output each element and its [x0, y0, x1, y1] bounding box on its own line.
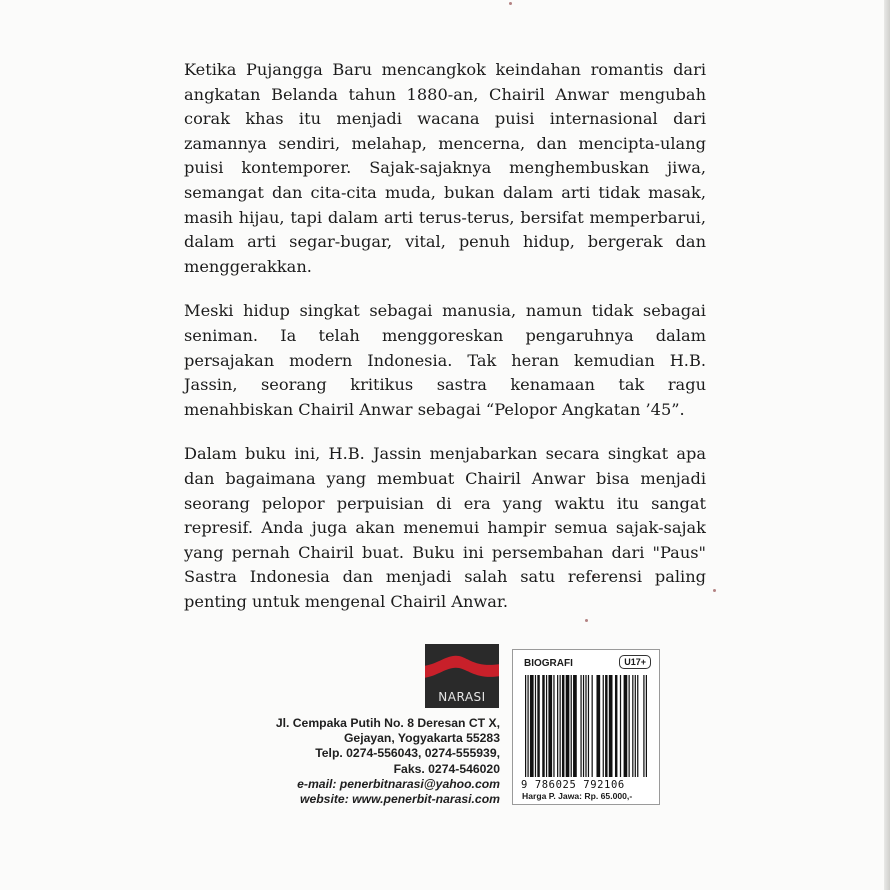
- barcode-bar: [527, 675, 528, 777]
- barcode-bar: [548, 675, 552, 777]
- publisher-logo: [425, 644, 499, 708]
- age-rating-badge: U17+: [619, 655, 651, 669]
- barcode-bar: [624, 675, 628, 777]
- barcode-label: [512, 649, 660, 805]
- barcode-bar: [537, 675, 539, 777]
- barcode-bar: [546, 675, 547, 777]
- barcode-bar: [605, 675, 607, 777]
- barcode-bar: [557, 675, 558, 777]
- barcode-bar: [609, 675, 613, 777]
- genre-label: BIOGRAFI: [524, 658, 573, 669]
- barcode-bar: [603, 675, 604, 777]
- address-line: Faks. 0274-546020: [393, 761, 500, 776]
- print-speck: [713, 589, 716, 592]
- barcode-bar: [560, 675, 561, 777]
- publisher-address: [262, 716, 500, 807]
- logo-text: NARASI: [438, 690, 486, 704]
- barcode-bar: [629, 675, 630, 777]
- barcode-bar: [573, 675, 577, 777]
- barcode-bar: [566, 675, 570, 777]
- address-line: Gejayan, Yogyakarta 55283: [343, 731, 500, 746]
- barcode-bar: [588, 675, 589, 777]
- barcode-bar: [615, 675, 617, 777]
- barcode-bar: [542, 675, 544, 777]
- barcode-bars: [525, 675, 647, 777]
- barcode-bar: [632, 675, 633, 777]
- barcode-bar: [585, 675, 586, 777]
- address-line: Jl. Cempaka Putih No. 8 Deresan CT X,: [275, 716, 500, 730]
- barcode-bar: [583, 675, 584, 777]
- blurb-text: [184, 58, 706, 634]
- barcode-bar: [562, 675, 564, 777]
- price-label: Harga P. Jawa: Rp. 65.000,-: [522, 791, 633, 801]
- barcode-bar: [592, 675, 593, 777]
- blurb-paragraph: Ketika Pujangga Baru mencangkok keindahan romantis dari angkatan Belanda tahun 1880-an, Chairil Anwar mengubah corak khas itu menjadi wacana puisi internasional dari zamannya sendiri, melahap, mencerna, dan mencipta-ulang puisi kontemporer. Sajak-sajaknya menghembuskan jiwa, semangat dan cita-cita muda, bukan dalam arti tidak masak, masih hijau, tapi dalam arti terus-terus, bersifat memperbarui, dalam arti segar-bugar, vital, penuh hidup, bergerak dan menggerakkan.: [184, 60, 706, 276]
- barcode-digits: 9 786025 792106: [521, 779, 625, 791]
- cover-edge: [884, 0, 890, 890]
- barcode-bar: [580, 675, 581, 777]
- publisher-website: website: www.penerbit-narasi.com: [299, 792, 500, 807]
- barcode-bar: [553, 675, 554, 777]
- blurb-paragraph: Meski hidup singkat sebagai manusia, namun tidak sebagai seniman. Ia telah menggoreskan pengaruhnya dalam persajakan modern Indonesia. Tak heran kemudian H.B. Jassin, seorang kritikus sastra kenamaan tak ragu menahbiskan Chairil Anwar sebagai “Pelopor Angkatan ’45”.: [184, 301, 706, 419]
- barcode-bar: [530, 675, 534, 777]
- barcode-bar: [571, 675, 572, 777]
- barcode-bar: [643, 675, 644, 777]
- barcode-bar: [635, 675, 636, 777]
- address-line: Telp. 0274-556043, 0274-555939,: [315, 746, 500, 761]
- publisher-email: e-mail: penerbitnarasi@yahoo.com: [297, 776, 500, 791]
- print-speck: [509, 2, 512, 5]
- barcode-bar: [637, 675, 638, 777]
- barcode-bar: [646, 675, 647, 777]
- barcode-bar: [620, 675, 621, 777]
- barcode-bar: [535, 675, 536, 777]
- blurb-paragraph: Dalam buku ini, H.B. Jassin menjabarkan secara singkat apa dan bagaimana yang membuat Chairil Anwar bisa menjadi seorang pelopor perpuisian di era yang waktu itu sangat represif. Anda juga akan menemui hampir semua sajak-sajak yang pernah Chairil buat. Buku ini persembahan dari "Paus" Sastra Indonesia dan menjadi salah satu referensi paling penting untuk mengenal Chairil Anwar.: [184, 444, 706, 611]
- barcode-bar: [525, 675, 526, 777]
- barcode-bar: [596, 675, 600, 777]
